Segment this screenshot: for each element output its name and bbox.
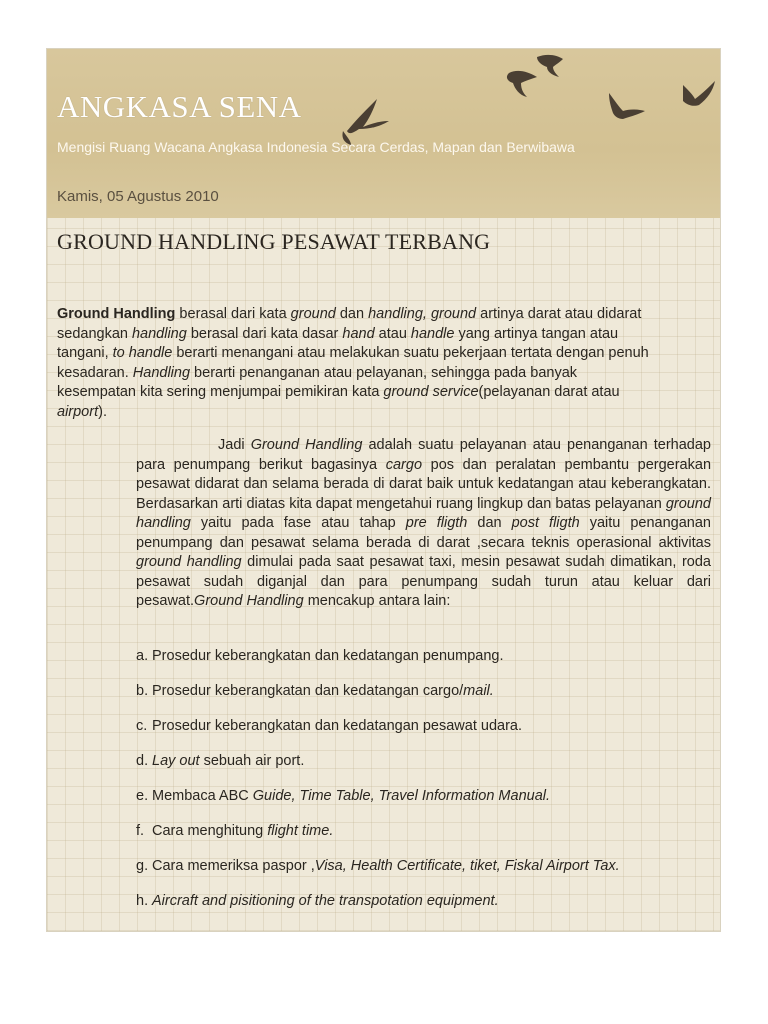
italic-text: Guide, Time Table, Travel Information Manual. — [252, 788, 551, 804]
bird-icon — [507, 71, 537, 97]
text-run: pos dan peralatan pembantu pergerakan pesawat didarat dan selama berada di darat baik untuk kedatangan atau keberangkatan. Berdasarkan arti diatas kita dapat mengetahui ruang lingkup dan batas pelayanan — [136, 456, 712, 512]
italic-text: post fligth — [511, 515, 580, 531]
text-run: adalah suatu pelayanan atau penanganan terhadap para penumpang berikut bagasinya — [136, 437, 711, 473]
italic-text: handling, ground — [368, 306, 477, 322]
list-marker: g. — [136, 858, 149, 874]
italic-text: Ground Handling — [250, 437, 363, 453]
text-run: berasal dari kata dasar — [186, 325, 343, 342]
italic-text: cargo — [385, 456, 423, 473]
bird-icon — [609, 93, 645, 119]
text-run: yaitu pada fase atau tahap — [190, 515, 406, 531]
text-run: berasal dari kata — [175, 306, 291, 322]
list-marker: c. — [136, 718, 148, 734]
intro-paragraph — [57, 305, 657, 422]
list-marker: d. — [136, 753, 149, 769]
text-run: yang artinya tangan atau tangani, — [57, 325, 619, 361]
text-run: Cara menghitung — [152, 823, 268, 839]
list-marker: h. — [136, 893, 149, 909]
text-run: Membaca ABC — [152, 788, 253, 804]
text-run: Prosedur keberangkatan dan kedatangan penumpang. — [152, 648, 504, 664]
blog-page — [46, 48, 721, 932]
text-run: yaitu penanganan penumpang dan pesawat selama berada di darat ,secara teknis operasional aktivitas — [136, 515, 711, 551]
scope-list — [136, 647, 711, 927]
bird-icon — [683, 81, 715, 106]
text-run: sebuah air port. — [199, 753, 305, 769]
body-paragraph — [136, 436, 711, 612]
text-run: atau — [374, 325, 411, 342]
text-run: (pelayanan darat atau — [478, 384, 620, 400]
italic-text: handle — [410, 325, 455, 342]
text-run: ). — [98, 403, 107, 420]
text-run: mencakup antara lain: — [303, 593, 451, 609]
italic-text: Handling — [132, 364, 191, 381]
post-date: Kamis, 05 Agustus 2010 — [57, 188, 219, 205]
italic-text: ground service — [383, 384, 479, 400]
italic-text: Visa, Health Certificate, tiket, Fiskal Airport Tax. — [314, 858, 620, 874]
text-run: berarti penanganan atau pelayanan, sehingga pada banyak kesempatan kita sering menjumpai pemikiran kata — [57, 364, 578, 400]
list-marker: e. — [136, 788, 149, 804]
text-run: Prosedur keberangkatan dan kedatangan pesawat udara. — [152, 718, 523, 734]
list-item — [136, 857, 711, 892]
list-item — [136, 892, 711, 927]
italic-text: mail. — [463, 683, 494, 699]
text-run: dimulai pada saat pesawat taxi, mesin pesawat sudah dimatikan, roda pesawat sudah diganjal dan para penumpang sudah turun atau keluar dari pesawat. — [136, 554, 711, 609]
italic-text: ground handling — [136, 495, 711, 531]
text-run: Prosedur keberangkatan dan kedatangan cargo/ — [152, 683, 464, 699]
text-run: dan — [467, 515, 512, 531]
italic-text: ground handling — [136, 554, 242, 570]
list-item — [136, 787, 711, 822]
list-marker: f. — [136, 823, 145, 839]
blog-header — [47, 49, 721, 218]
text-run: berarti menangani atau melakukan suatu pekerjaan tertata dengan penuh kesadaran. — [57, 345, 649, 381]
italic-text: Aircraft and pisitioning of the transpotation equipment. — [152, 893, 499, 909]
italic-text: to handle — [112, 345, 173, 361]
list-item — [136, 682, 711, 717]
text-run: artinya darat atau didarat sedangkan — [57, 306, 642, 342]
list-item — [136, 647, 711, 682]
text-run: Cara memeriksa paspor , — [152, 858, 315, 874]
bold-text: Ground Handling — [57, 306, 176, 322]
list-marker: a. — [136, 648, 149, 664]
italic-text: ground — [290, 306, 336, 322]
list-item — [136, 717, 711, 752]
italic-text: flight time. — [267, 823, 334, 839]
italic-text: Lay out — [152, 753, 200, 769]
list-item — [136, 822, 711, 857]
italic-text: hand — [342, 325, 375, 342]
italic-text: handling — [131, 325, 187, 342]
italic-text: Ground Handling — [194, 593, 304, 609]
italic-text: pre fligth — [405, 515, 468, 531]
blog-tagline: Mengisi Ruang Wacana Angkasa Indonesia Secara Cerdas, Mapan dan Berwibawa — [57, 139, 575, 155]
italic-text: airport — [57, 403, 99, 420]
text-run: Jadi — [218, 437, 251, 453]
text-run: dan — [335, 306, 369, 322]
list-marker: b. — [136, 683, 149, 699]
post-title[interactable]: GROUND HANDLING PESAWAT TERBANG — [57, 229, 491, 254]
bird-icon — [347, 99, 389, 133]
bird-icon — [537, 55, 563, 77]
list-item — [136, 752, 711, 787]
blog-title[interactable]: ANGKASA SENA — [57, 89, 302, 124]
